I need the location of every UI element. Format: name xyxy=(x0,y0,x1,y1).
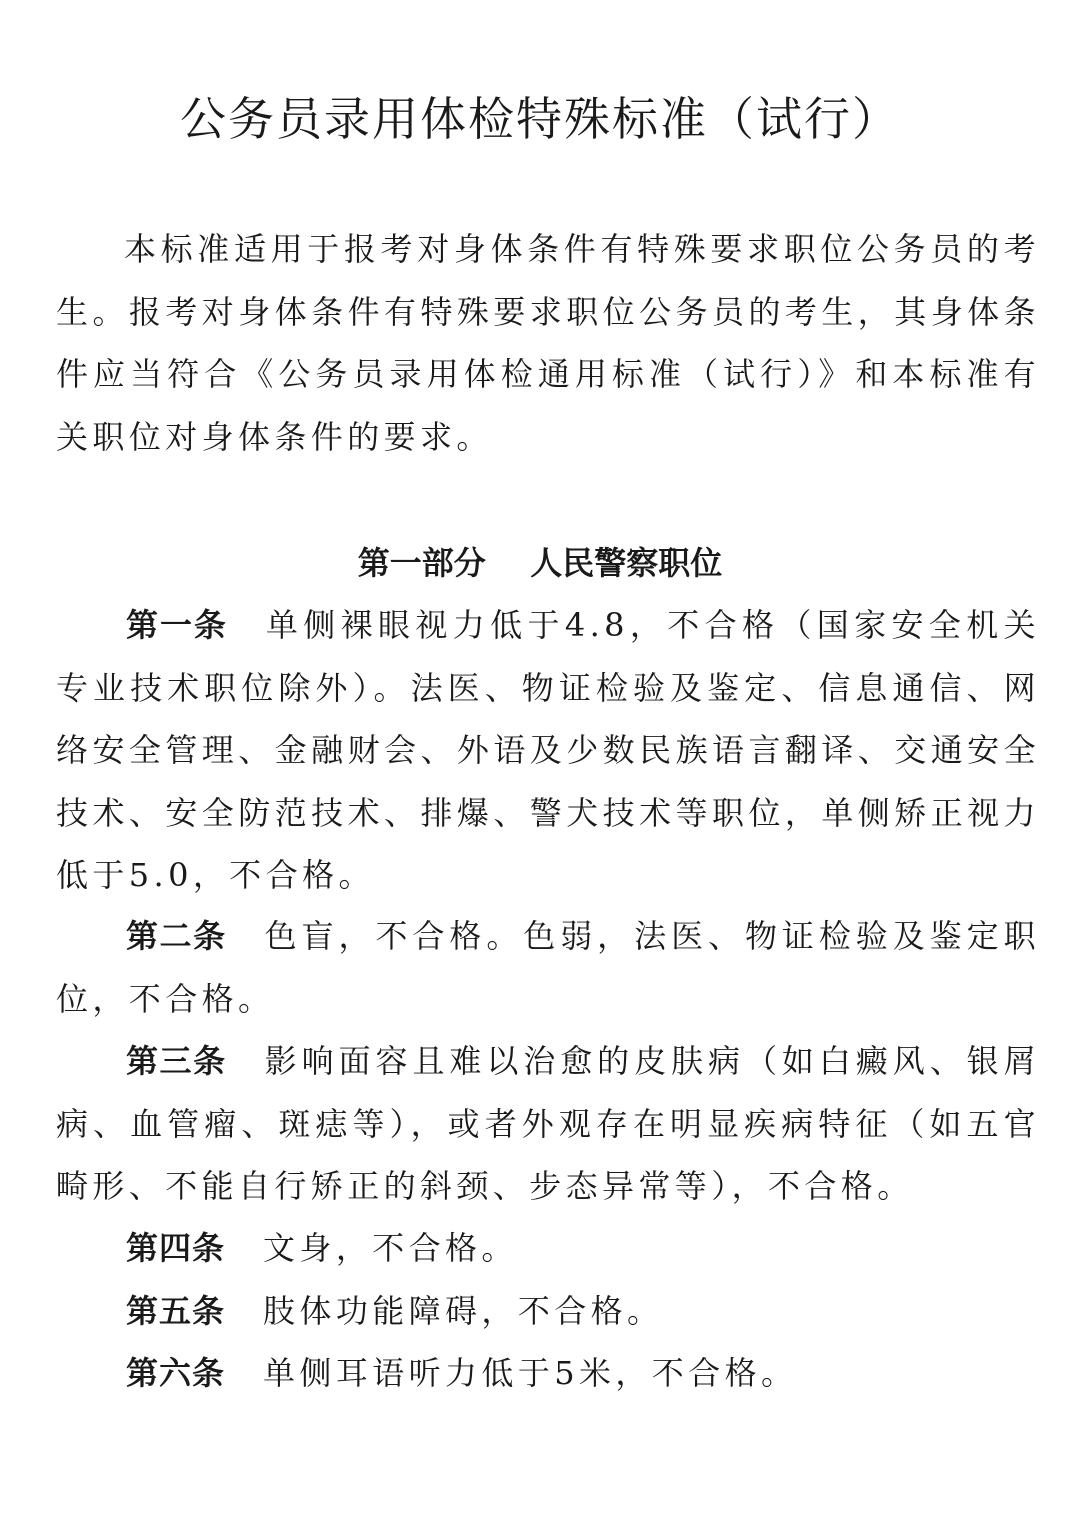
article-text: 单侧裸眼视力低于4.8，不合格（国家安全机关专业技术职位除外）。法医、物证检验及鉴定、信息通信、网络安全管理、金融财会、外语及少数民族语言翻译、交通安全技术、安全防范技术、排爆、警犬技术等职位，单侧矫正视力低于5.0，不合格。 xyxy=(56,606,1040,894)
article-4 xyxy=(56,1217,1040,1280)
intro-paragraph: 本标准适用于报考对身体条件有特殊要求职位公务员的考生。报考对身体条件有特殊要求职位公务员的考生，其身体条件应当符合《公务员录用体检通用标准（试行）》和本标准有关职位对身体条件的要求。 xyxy=(56,230,1040,456)
article-text: 单侧耳语听力低于5米，不合格。 xyxy=(263,1354,798,1392)
article-text: 色盲，不合格。色弱，法医、物证检验及鉴定职位，不合格。 xyxy=(56,917,1040,1018)
article-6 xyxy=(56,1342,1040,1405)
article-text: 影响面容且难以治愈的皮肤病（如白癜风、银屑病、血管瘤、斑痣等），或者外观存在明显疾病特征（如五官畸形、不能自行矫正的斜颈、步态异常等），不合格。 xyxy=(56,1042,1040,1205)
article-text: 文身，不合格。 xyxy=(263,1229,518,1267)
article-2 xyxy=(56,905,1040,1030)
article-1 xyxy=(56,594,1040,907)
article-label: 第二条 xyxy=(126,917,227,955)
article-text: 肢体功能障碍，不合格。 xyxy=(263,1292,664,1330)
article-5 xyxy=(56,1280,1040,1343)
document-title: 公务员录用体检特殊标准（试行） xyxy=(180,92,900,146)
article-label: 第五条 xyxy=(126,1292,226,1330)
article-label: 第一条 xyxy=(126,606,228,644)
article-label: 第六条 xyxy=(126,1354,226,1392)
article-label: 第四条 xyxy=(126,1229,226,1267)
article-3 xyxy=(56,1030,1040,1218)
article-label: 第三条 xyxy=(126,1042,227,1080)
section-heading: 第一部分 人民警察职位 xyxy=(357,544,723,582)
